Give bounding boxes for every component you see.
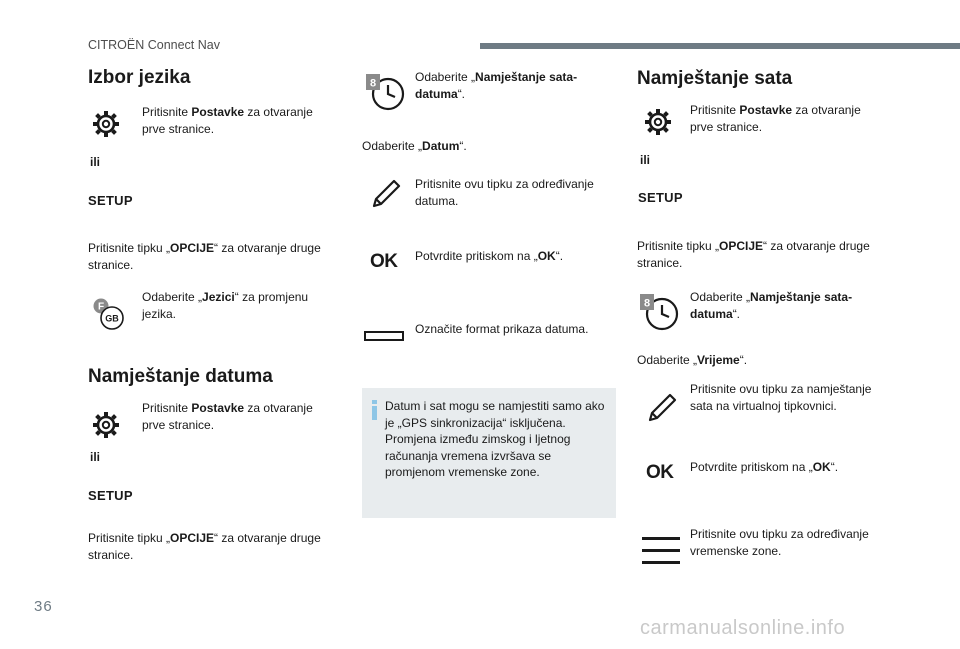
text-bold: Namještanje sata-datuma: [415, 70, 578, 101]
text: “.: [555, 249, 564, 263]
options-paragraph-date: [88, 530, 333, 564]
section-title-time: Namještanje sata: [637, 68, 793, 89]
language-icon-gb: GB: [105, 313, 119, 324]
clock-icon: [366, 72, 408, 112]
info-note: [362, 388, 616, 518]
text: za otvaranje prve stranice.: [690, 103, 861, 134]
or-label: ili: [90, 450, 101, 464]
text-bold: OPCIJE: [719, 239, 764, 253]
text: Pritisnite tipku „: [88, 531, 171, 545]
text-bold: OPCIJE: [170, 531, 215, 545]
setup-button-label: SETUP: [638, 190, 683, 205]
watermark: carmanualsonline.info: [640, 617, 846, 639]
clock-badge: 8: [643, 297, 651, 310]
text-bold: Postavke: [191, 105, 245, 119]
pencil-icon: [370, 178, 402, 210]
text: Odaberite „: [690, 290, 751, 304]
text: Potvrdite pritiskom na „: [690, 460, 813, 474]
text: “.: [732, 307, 741, 321]
header-rule: [480, 43, 960, 49]
running-header: CITROËN Connect Nav: [88, 38, 220, 52]
text: “ za promjenu jezika.: [142, 290, 309, 321]
clock-icon: [640, 292, 682, 332]
text: Pritisnite: [690, 103, 740, 117]
step-time-date: [415, 69, 595, 103]
text-bold: Jezici: [202, 290, 235, 304]
text: Pritisnite tipku „: [637, 239, 720, 253]
setup-button-label: SETUP: [88, 488, 133, 503]
gear-icon: [92, 411, 120, 439]
text-bold: Vrijeme: [697, 353, 740, 367]
text: Pritisnite: [142, 401, 192, 415]
text: “.: [739, 353, 748, 367]
date-format-icon: [364, 331, 404, 341]
text-bold: Postavke: [191, 401, 245, 415]
language-icon-f: F: [97, 301, 105, 313]
gear-icon: [644, 108, 672, 136]
step-confirm-ok: [415, 248, 600, 265]
text: Odaberite „: [415, 70, 476, 84]
options-paragraph: [88, 240, 333, 274]
menu-lines-icon: [642, 535, 680, 567]
pencil-icon: [646, 392, 678, 424]
text: Pritisnite tipku „: [88, 241, 171, 255]
text: Odaberite „: [142, 290, 203, 304]
ok-button-label: OK: [370, 251, 398, 272]
step-set-time: Pritisnite ovu tipku za namještanje sata na virtualnoj tipkovnici.: [690, 382, 872, 413]
step-time-date-right: [690, 289, 870, 323]
text: “ za otvaranje druge stranice.: [88, 241, 321, 272]
text-bold: OPCIJE: [170, 241, 215, 255]
text: “ za otvaranje druge stranice.: [637, 239, 870, 270]
text: za otvaranje prve stranice.: [142, 105, 313, 136]
select-date-paragraph: [362, 138, 602, 155]
text: Potvrdite pritiskom na „: [415, 249, 538, 263]
step-set-date: Pritisnite ovu tipku za određivanje datuma.: [415, 177, 594, 208]
text: za otvaranje prve stranice.: [142, 401, 313, 432]
text-bold: Postavke: [739, 103, 793, 117]
text: “.: [830, 460, 839, 474]
text: “.: [457, 87, 466, 101]
or-label: ili: [90, 155, 101, 169]
select-time-paragraph: [637, 352, 877, 369]
setup-button-label: SETUP: [88, 193, 133, 208]
text: “.: [459, 139, 467, 153]
section-title-language: Izbor jezika: [88, 67, 191, 88]
step-settings: [142, 104, 322, 138]
text-bold: OK: [812, 460, 831, 474]
step-settings-date: [142, 400, 322, 434]
gear-icon: [92, 110, 120, 138]
section-title-date: Namještanje datuma: [88, 366, 273, 387]
or-label: ili: [640, 153, 651, 167]
step-languages: [142, 289, 322, 323]
info-icon: [372, 400, 377, 420]
step-time-zone: Pritisnite ovu tipku za određivanje vremenske zone.: [690, 527, 869, 558]
language-icon: [88, 293, 128, 333]
step-confirm-ok-time: [690, 459, 875, 476]
text-bold: Datum: [422, 139, 460, 153]
step-settings-time: [690, 102, 870, 136]
page-number: 36: [34, 598, 53, 615]
ok-button-label: OK: [646, 462, 674, 483]
clock-badge: 8: [369, 77, 377, 90]
text: Pritisnite: [142, 105, 192, 119]
text: “ za otvaranje druge stranice.: [88, 531, 321, 562]
text: Odaberite „: [362, 139, 423, 153]
text-bold: OK: [537, 249, 556, 263]
info-note-text: Datum i sat mogu se namjestiti samo ako je „GPS sinkronizacija“ isključena. Promjena između zimskog i ljetnog računanja vremena izvršava se promjenom vremenske zone.: [385, 399, 605, 479]
text: Odaberite „: [637, 353, 698, 367]
step-date-format: Označite format prikaza datuma.: [415, 322, 589, 336]
text-bold: Namještanje sata-datuma: [690, 290, 853, 321]
options-paragraph-time: [637, 238, 882, 272]
